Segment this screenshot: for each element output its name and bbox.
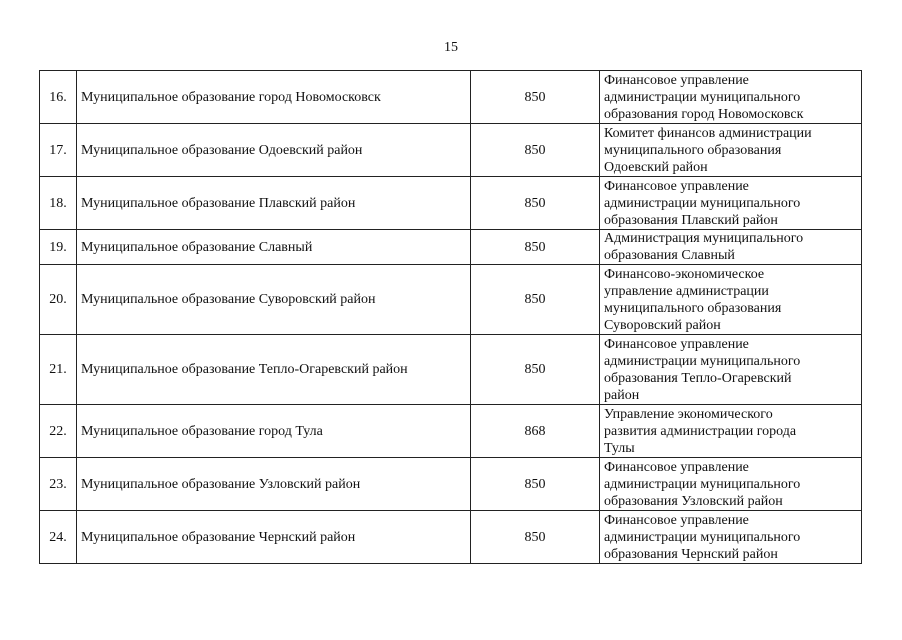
organization-line: администрации муниципального xyxy=(604,353,801,369)
municipal-table xyxy=(39,70,862,564)
organization-cell xyxy=(600,335,862,405)
row-number: 23. xyxy=(40,458,77,511)
organization-line: администрации муниципального xyxy=(604,89,801,105)
organization-line: образования Славный xyxy=(604,248,735,263)
row-number: 19. xyxy=(40,230,77,265)
admin-code: 850 xyxy=(471,511,600,564)
municipality-name: Муниципальное образование Плавский район xyxy=(77,177,471,230)
organization-cell xyxy=(600,124,862,177)
organization-line: Тулы xyxy=(604,440,635,456)
organization-line: Управление экономического xyxy=(604,406,773,422)
organization-line: муниципального образования xyxy=(604,300,782,316)
table-row xyxy=(40,511,862,564)
organization-line: Финансовое управление xyxy=(604,459,749,475)
admin-code: 850 xyxy=(471,335,600,405)
table-row xyxy=(40,71,862,124)
organization-line: образования Узловский район xyxy=(604,493,783,509)
organization-line: Финансовое управление xyxy=(604,178,749,194)
organization-line: администрации муниципального xyxy=(604,529,801,545)
organization-line: Финансовое управление xyxy=(604,72,749,88)
organization-line: район xyxy=(604,387,640,403)
organization-line: администрации муниципального xyxy=(604,476,801,492)
row-number: 17. xyxy=(40,124,77,177)
organization-line: образования Плавский район xyxy=(604,212,778,228)
organization-line: Администрация муниципального xyxy=(604,231,804,246)
admin-code: 850 xyxy=(471,124,600,177)
admin-code: 868 xyxy=(471,405,600,458)
organization-cell xyxy=(600,71,862,124)
municipality-name: Муниципальное образование город Новомосковск xyxy=(77,71,471,124)
row-number: 24. xyxy=(40,511,77,564)
organization-line: образования город Новомосковск xyxy=(604,106,804,122)
table-row xyxy=(40,335,862,405)
admin-code: 850 xyxy=(471,458,600,511)
organization-cell xyxy=(600,511,862,564)
organization-cell xyxy=(600,405,862,458)
organization-line: Финансовое управление xyxy=(604,336,749,352)
row-number: 16. xyxy=(40,71,77,124)
row-number: 21. xyxy=(40,335,77,405)
admin-code: 850 xyxy=(471,230,600,265)
organization-line: развития администрации города xyxy=(604,423,797,439)
row-number: 20. xyxy=(40,265,77,335)
municipality-name: Муниципальное образование Чернский район xyxy=(77,511,471,564)
municipality-name: Муниципальное образование Суворовский район xyxy=(77,265,471,335)
municipality-name: Муниципальное образование город Тула xyxy=(77,405,471,458)
table-row xyxy=(40,405,862,458)
organization-cell xyxy=(600,458,862,511)
table-body xyxy=(40,71,862,564)
organization-line: образования Чернский район xyxy=(604,546,778,562)
row-number: 22. xyxy=(40,405,77,458)
organization-cell xyxy=(600,265,862,335)
table-row xyxy=(40,124,862,177)
organization-line: Финансовое управление xyxy=(604,512,749,528)
organization-line: образования Тепло-Огаревский xyxy=(604,370,792,386)
table-row xyxy=(40,230,862,265)
page-number: 15 xyxy=(444,40,458,55)
table-row xyxy=(40,265,862,335)
organization-line: Суворовский район xyxy=(604,317,721,333)
admin-code: 850 xyxy=(471,177,600,230)
admin-code: 850 xyxy=(471,71,600,124)
municipality-name: Муниципальное образование Славный xyxy=(77,230,471,265)
organization-cell xyxy=(600,230,862,265)
organization-line: управление администрации xyxy=(604,283,769,299)
municipality-name: Муниципальное образование Одоевский район xyxy=(77,124,471,177)
organization-line: Комитет финансов администрации xyxy=(604,125,812,141)
organization-line: Одоевский район xyxy=(604,159,708,175)
organization-line: Финансово-экономическое xyxy=(604,266,765,282)
organization-line: администрации муниципального xyxy=(604,195,801,211)
table-row xyxy=(40,458,862,511)
table-row xyxy=(40,177,862,230)
organization-cell xyxy=(600,177,862,230)
row-number: 18. xyxy=(40,177,77,230)
municipality-name: Муниципальное образование Тепло-Огаревский район xyxy=(77,335,471,405)
admin-code: 850 xyxy=(471,265,600,335)
organization-line: муниципального образования xyxy=(604,142,782,158)
municipality-name: Муниципальное образование Узловский район xyxy=(77,458,471,511)
